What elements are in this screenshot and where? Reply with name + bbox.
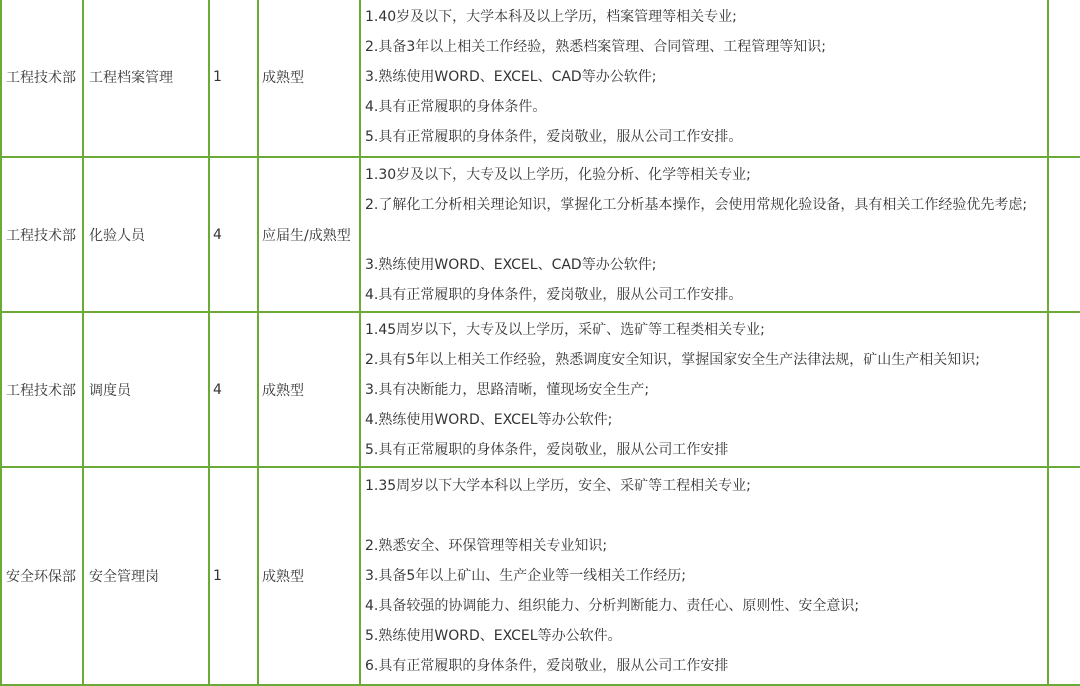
table-row: [1, 157, 1080, 312]
requirement-line: 5.具有正常履职的身体条件，爱岗敬业，服从公司工作安排。: [365, 129, 743, 145]
type-cell: 成熟型: [258, 467, 360, 685]
requirements-cell: [360, 467, 1048, 685]
position-cell: 化验人员: [83, 157, 209, 312]
requirement-line: 1.30岁及以下，大专及以上学历，化验分析、化学等相关专业;: [365, 166, 751, 183]
type-cell: 成熟型: [258, 312, 360, 467]
requirement-line: 2.具有5年以上相关工作经验，熟悉调度安全知识，掌握国家安全生产法律法规，矿山生产相关知识;: [365, 351, 980, 368]
type-cell: 应届生/成熟型: [258, 157, 360, 312]
position-cell: 工程档案管理: [83, 0, 209, 157]
position-cell: 安全管理岗: [83, 467, 209, 685]
table-row: [1, 467, 1080, 685]
requirement-line: 4.熟练使用WORD、EXCEL等办公软件;: [365, 411, 613, 428]
requirements-cell: [360, 312, 1048, 467]
table-body: [1, 0, 1080, 685]
requirement-line: 1.40岁及以下，大学本科及以上学历，档案管理等相关专业;: [365, 9, 737, 25]
requirement-line: 3.具备5年以上矿山、生产企业等一线相关工作经历;: [365, 568, 686, 584]
empty-cell: [1048, 0, 1080, 157]
requirement-line: 2.熟悉安全、环保管理等相关专业知识;: [365, 538, 608, 554]
requirements-cell: [360, 0, 1048, 157]
requirement-line: 5.熟练使用WORD、EXCEL等办公软件。: [365, 628, 622, 644]
dept-cell: 工程技术部: [1, 0, 83, 157]
requirement-line: 5.具有正常履职的身体条件，爱岗敬业，服从公司工作安排: [365, 441, 729, 458]
table-row: [1, 0, 1080, 157]
headcount-cell: 4: [209, 157, 258, 312]
dept-cell: 安全环保部: [1, 467, 83, 685]
headcount-cell: 1: [209, 0, 258, 157]
requirement-line: 3.熟练使用WORD、EXCEL、CAD等办公软件;: [365, 256, 657, 273]
empty-cell: [1048, 157, 1080, 312]
type-cell: 成熟型: [258, 0, 360, 157]
requirement-line: 2.了解化工分析相关理论知识，掌握化工分析基本操作，会使用常规化验设备，具有相关工作经验优先考虑;: [365, 196, 1028, 213]
requirement-line: 4.具有正常履职的身体条件。: [365, 99, 547, 115]
requirement-line: 1.35周岁以下大学本科以上学历，安全、采矿等工程相关专业;: [365, 478, 751, 494]
table-row: [1, 312, 1080, 467]
requirement-line: 3.熟练使用WORD、EXCEL、CAD等办公软件;: [365, 69, 657, 85]
requirement-line: 1.45周岁以下，大专及以上学历，采矿、选矿等工程类相关专业;: [365, 321, 765, 338]
requirement-line: 6.具有正常履职的身体条件，爱岗敬业，服从公司工作安排: [365, 658, 729, 674]
requirements-cell: [360, 157, 1048, 312]
dept-cell: 工程技术部: [1, 312, 83, 467]
requirement-line: 3.具有决断能力，思路清晰，懂现场安全生产;: [365, 381, 650, 398]
dept-cell: 工程技术部: [1, 157, 83, 312]
headcount-cell: 1: [209, 467, 258, 685]
position-cell: 调度员: [83, 312, 209, 467]
requirement-line: [365, 501, 1047, 531]
empty-cell: [1048, 467, 1080, 685]
requirement-line: 4.具有正常履职的身体条件，爱岗敬业，服从公司工作安排。: [365, 286, 743, 303]
requirement-line: 2.具备3年以上相关工作经验，熟悉档案管理、合同管理、工程管理等知识;: [365, 39, 826, 55]
headcount-cell: 4: [209, 312, 258, 467]
empty-cell: [1048, 312, 1080, 467]
requirement-line: 4.具备较强的协调能力、组织能力、分析判断能力、责任心、原则性、安全意识;: [365, 598, 860, 614]
